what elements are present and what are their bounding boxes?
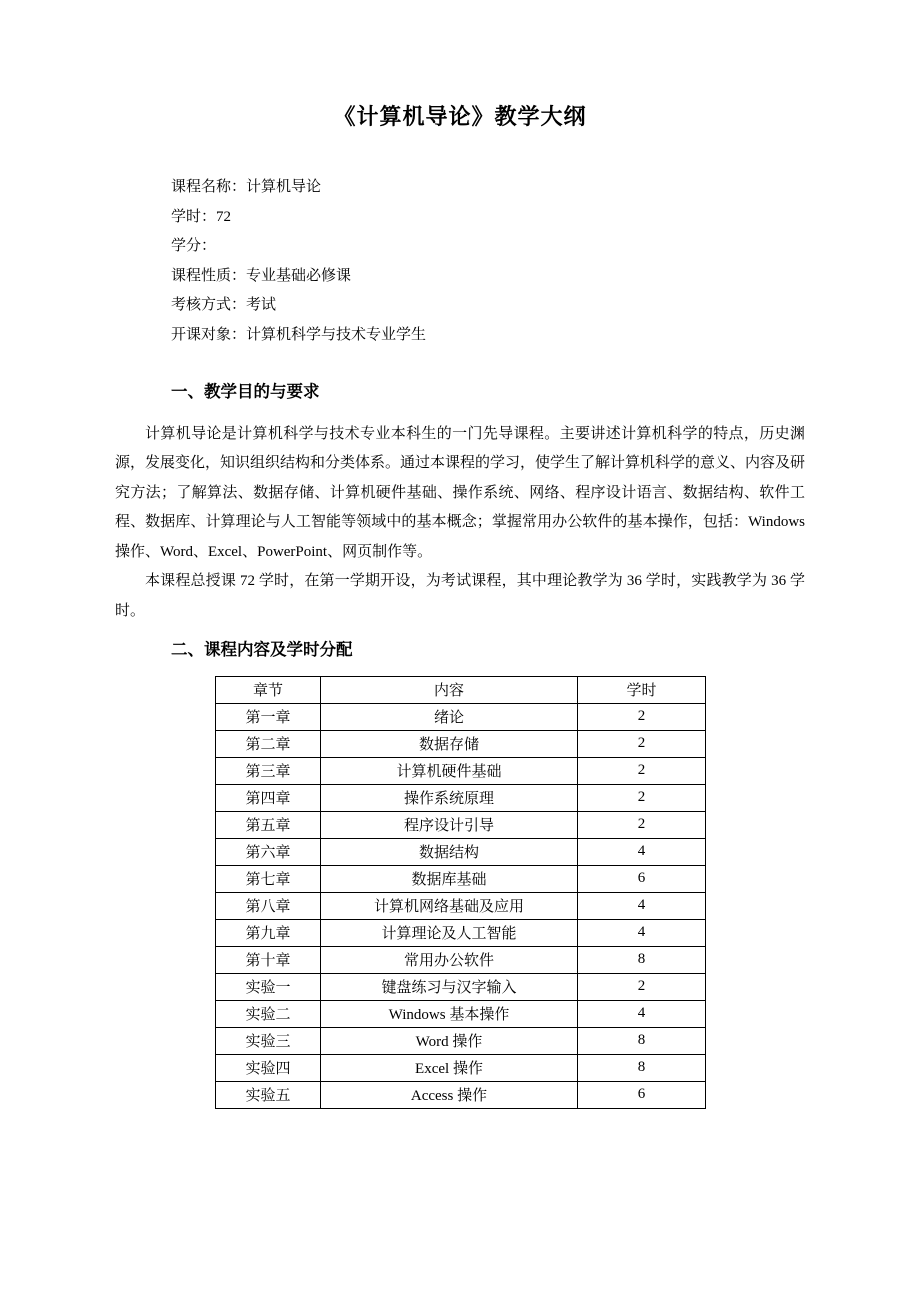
- table-header-row: [216, 676, 706, 703]
- content-cell: Access 操作: [321, 1081, 578, 1108]
- chapter-cell: 第二章: [216, 730, 321, 757]
- content-cell: 程序设计引导: [321, 811, 578, 838]
- content-cell: 绪论: [321, 703, 578, 730]
- meta-line-assessment: 考核方式：考试: [171, 297, 277, 313]
- hours-cell: 4: [578, 838, 706, 865]
- content-cell: 计算机硬件基础: [321, 757, 578, 784]
- table-row: [216, 730, 706, 757]
- hours-cell: 8: [578, 1054, 706, 1081]
- meta-line-hours: 学时：72: [171, 208, 232, 225]
- chapter-cell: 实验五: [216, 1081, 321, 1108]
- hours-cell: 4: [578, 919, 706, 946]
- column-header-hours: 学时: [578, 676, 706, 703]
- meta-line-course-type: 课程性质：专业基础必修课: [171, 267, 352, 284]
- chapter-cell: 实验四: [216, 1054, 321, 1081]
- content-cell: 数据库基础: [321, 865, 578, 892]
- chapter-cell: 实验二: [216, 1000, 321, 1027]
- table-row: [216, 946, 706, 973]
- content-cell: 计算机网络基础及应用: [321, 892, 578, 919]
- content-cell: 数据结构: [321, 838, 578, 865]
- hours-cell: 2: [578, 703, 706, 730]
- table-row: [216, 1081, 706, 1108]
- content-cell: 数据存储: [321, 730, 578, 757]
- table-row: [216, 1027, 706, 1054]
- meta-line-audience: 开课对象：计算机科学与技术专业学生: [171, 326, 427, 343]
- table-row: [216, 973, 706, 1000]
- hours-cell: 2: [578, 730, 706, 757]
- table-row: [216, 838, 706, 865]
- table-row: [216, 703, 706, 730]
- column-header-chapter: 章节: [216, 676, 321, 703]
- content-cell: Excel 操作: [321, 1054, 578, 1081]
- chapter-cell: 第七章: [216, 865, 321, 892]
- chapter-cell: 第九章: [216, 919, 321, 946]
- chapter-cell: 第一章: [216, 703, 321, 730]
- table-row: [216, 811, 706, 838]
- objectives-paragraph-2: 本课程总授课 72 学时，在第一学期开设，为考试课程，其中理论教学为 36 学时，实践教学为 36 学时。: [115, 573, 805, 619]
- table-row: [216, 1054, 706, 1081]
- chapter-cell: 第四章: [216, 784, 321, 811]
- hours-cell: 6: [578, 1081, 706, 1108]
- hours-cell: 4: [578, 1000, 706, 1027]
- meta-line-credits: 学分：: [171, 238, 217, 254]
- content-cell: 操作系统原理: [321, 784, 578, 811]
- hours-cell: 8: [578, 946, 706, 973]
- content-cell: Word 操作: [321, 1027, 578, 1054]
- content-cell: Windows 基本操作: [321, 1000, 578, 1027]
- column-header-content: 内容: [321, 676, 578, 703]
- table-row: [216, 757, 706, 784]
- table-row: [216, 865, 706, 892]
- table-row: [216, 1000, 706, 1027]
- section-heading-objectives: 一、教学目的与要求: [171, 383, 320, 401]
- page-title: 《计算机导论》教学大纲: [333, 104, 587, 129]
- hours-cell: 2: [578, 757, 706, 784]
- chapter-cell: 实验三: [216, 1027, 321, 1054]
- chapter-cell: 第八章: [216, 892, 321, 919]
- table-row: [216, 919, 706, 946]
- table-row: [216, 892, 706, 919]
- hours-cell: 4: [578, 892, 706, 919]
- section-objectives-body: [115, 420, 805, 627]
- objectives-paragraph-1: 计算机导论是计算机科学与技术专业本科生的一门先导课程。主要讲述计算机科学的特点，历史渊源，发展变化，知识组织结构和分类体系。通过本课程的学习，使学生了解计算机科学的意义、内容及研究方法；了解算法、数据存储、计算机硬件基础、操作系统、网络、程序设计语言、数据结构、软件工程、数据库、计算理论与人工智能等领域中的基本概念；掌握常用办公软件的基本操作，包括：Windows 操作、Word、Excel、PowerPoint、网页制作等。: [115, 425, 806, 560]
- chapter-cell: 实验一: [216, 973, 321, 1000]
- hours-allocation-table: [215, 676, 706, 1109]
- chapter-cell: 第十章: [216, 946, 321, 973]
- chapter-cell: 第六章: [216, 838, 321, 865]
- hours-cell: 2: [578, 811, 706, 838]
- content-cell: 键盘练习与汉字输入: [321, 973, 578, 1000]
- content-cell: 常用办公软件: [321, 946, 578, 973]
- section-heading-schedule: 二、课程内容及学时分配: [171, 641, 353, 659]
- hours-cell: 2: [578, 973, 706, 1000]
- hours-cell: 2: [578, 784, 706, 811]
- hours-cell: 8: [578, 1027, 706, 1054]
- chapter-cell: 第五章: [216, 811, 321, 838]
- table-row: [216, 784, 706, 811]
- meta-line-course-name: 课程名称：计算机导论: [171, 179, 322, 195]
- course-meta-block: [115, 173, 805, 350]
- hours-cell: 6: [578, 865, 706, 892]
- chapter-cell: 第三章: [216, 757, 321, 784]
- content-cell: 计算理论及人工智能: [321, 919, 578, 946]
